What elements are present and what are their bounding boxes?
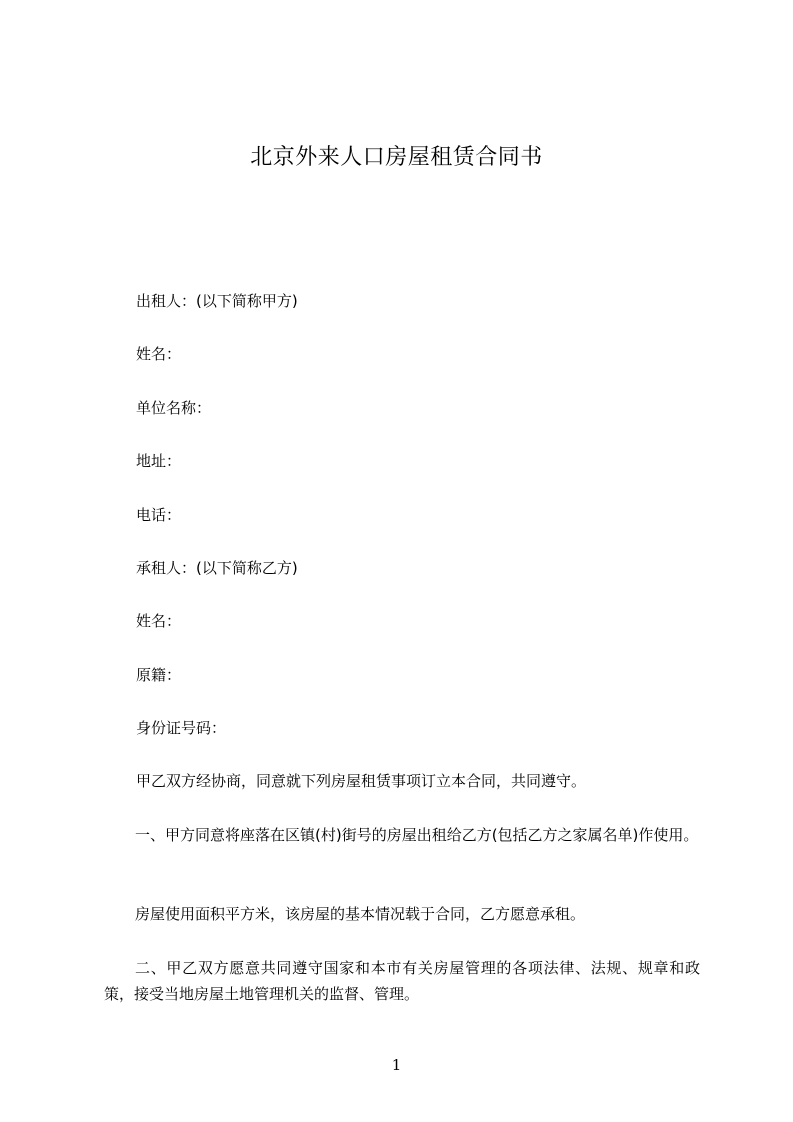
field-lessee-id-number: 身份证号码： (136, 719, 227, 737)
clause-1-area: 房屋使用面积平方米，该房屋的基本情况载于合同，乙方愿意承租。 (135, 905, 586, 923)
agreement-statement: 甲乙双方经协商，同意就下列房屋租赁事项订立本合同，共同遵守。 (136, 772, 587, 790)
field-lessee-origin: 原籍： (136, 666, 182, 684)
field-lessee-name: 姓名： (136, 612, 182, 630)
clause-2: 二、甲乙双方愿意共同遵守国家和本市有关房屋管理的各项法律、法规、规章和政策，接受当地房屋土地管理机关的监督、管理。 (104, 959, 700, 1003)
field-lessee: 承租人：(以下简称乙方) (136, 559, 298, 577)
field-lessor-phone: 电话： (136, 506, 182, 524)
document-title: 北京外来人口房屋租赁合同书 (250, 145, 543, 170)
page-number: 1 (391, 1056, 402, 1074)
field-lessor: 出租人：(以下简称甲方) (136, 292, 298, 310)
field-lessor-name: 姓名： (136, 345, 182, 363)
clause-1: 一、甲方同意将座落在区镇(村)街号的房屋出租给乙方(包括乙方之家属名单)作使用。 (135, 826, 699, 844)
field-lessor-unit: 单位名称： (136, 399, 212, 417)
field-lessor-address: 地址： (136, 452, 182, 470)
